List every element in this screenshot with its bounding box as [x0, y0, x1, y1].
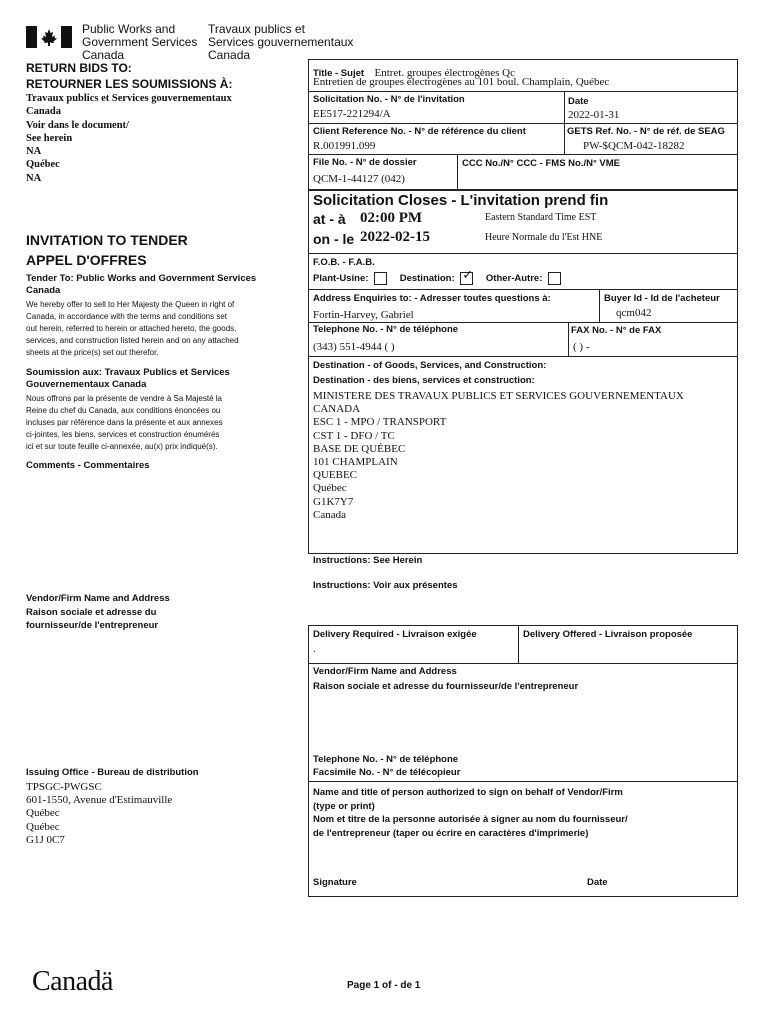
destination-goods-label-en: Destination - of Goods, Services, and Construction: — [313, 360, 547, 371]
vendor-telephone-label: Telephone No. - N° de téléphone — [313, 754, 459, 765]
destination-checkbox[interactable] — [460, 272, 473, 285]
other-autre-checkbox[interactable] — [548, 272, 561, 285]
delivery-offered-label: Delivery Offered - Livraison proposée — [523, 629, 693, 640]
tender-text: We hereby offer to sell to Her Majesty the Queen in right of Canada, in accordance with the terms and conditions set out herein, referred to herein or attached hereto, the goods, services, and construction listed herein and on any attached sheets at the price(s) set out therefor. — [26, 300, 239, 357]
page-number: Page 1 of - de 1 — [347, 980, 421, 991]
telephone-value: (343) 551-4944 ( ) — [313, 341, 395, 353]
return-bids-title-fr: RETOURNER LES SOUMISSIONS À: — [26, 77, 233, 91]
client-ref-value: R.001991.099 — [313, 140, 376, 152]
vendor-left-label: Vendor/Firm Name and Address Raison sociale et adresse du fournisseur/de l'entrepreneur — [26, 593, 170, 631]
address-enquiries-label: Address Enquiries to: - Adresser toutes questions à: — [313, 293, 551, 304]
canada-flag-icon — [26, 26, 72, 48]
timezone-fr: Heure Normale du l'Est HNE — [485, 232, 603, 243]
closes-date: 2022-02-15 — [360, 229, 430, 245]
vendor-fax-label: Facsimile No. - N° de télécopieur — [313, 767, 461, 778]
telephone-label: Telephone No. - N° de téléphone — [313, 324, 459, 335]
issuing-office-address: TPSGC-PWGSC 601-1550, Avenue d'Estimauville Québec Québec G1J 0C7 — [26, 781, 173, 846]
buyer-id-label: Buyer Id - Id de l'acheteur — [604, 293, 720, 304]
vendor-name-label-fr: Raison sociale et adresse du fournisseur/de l'entrepreneur — [313, 681, 579, 692]
return-bids-address: Travaux publics et Services gouvernementaux Canada Voir dans le document/ See herein NA Québec NA — [26, 93, 232, 184]
fax-label: FAX No. - N° de FAX — [571, 325, 662, 336]
solicitation-no-value: EE517-221294/A — [313, 108, 391, 120]
issuing-office-label: Issuing Office - Bureau de distribution — [26, 767, 199, 778]
instructions-fr: Instructions: Voir aux présentes — [313, 580, 458, 591]
other-autre-label: Other-Autre: — [485, 273, 543, 285]
date-value: 2022-01-31 — [568, 109, 620, 121]
address-enquiries-value: Fortin-Harvey, Gabriel — [313, 309, 414, 321]
delivery-required-value: . — [313, 643, 316, 655]
closes-at-label: at - à — [313, 211, 346, 227]
timezone-en: Eastern Standard Time EST — [485, 212, 597, 223]
delivery-required-label: Delivery Required - Livraison exigée — [313, 629, 477, 640]
title-value-2: Entretien de groupes électrogènes au 101 boul. Champlain, Québec — [313, 76, 610, 88]
signature-date-label: Date — [587, 877, 608, 888]
canada-wordmark: Canadä — [32, 966, 113, 997]
title-value: Entret. groupes électrogènes Qc — [374, 67, 515, 79]
department-name-en: Public Works and Government Services Canada — [82, 22, 198, 62]
file-no-value: QCM-1-44127 (042) — [313, 173, 405, 185]
gets-ref-label: GETS Ref. No. - N° de réf. de SEAG — [567, 126, 725, 137]
solicitation-no-label: Solicitation No. - N° de l'invitation — [313, 94, 465, 105]
file-no-label: File No. - N° de dossier — [313, 157, 417, 168]
soumission-aux: Soumission aux: Travaux Publics et Services Gouvernementaux Canada — [26, 367, 230, 390]
authorized-person-label: Name and title of person authorized to sign on behalf of Vendor/Firm (type or print) Nom et titre de la personne autorisée à signer au nom du fournisseur/ de l'entrepreneur (taper ou écrire en caractères d'imprimerie) — [313, 787, 628, 839]
instructions-en: Instructions: See Herein — [313, 555, 423, 566]
vendor-name-label-en: Vendor/Firm Name and Address — [313, 666, 457, 677]
vendor-name-field[interactable] — [313, 696, 733, 748]
gets-ref-value: PW-$QCM-042-18282 — [583, 140, 685, 152]
department-name-fr: Travaux publics et Services gouvernementaux Canada — [208, 22, 354, 62]
soumission-text: Nous offrons par la présente de vendre à Sa Majesté la Reine du chef du Canada, aux conditions énoncées ou incluses par référence dans la présente et aux annexes ci-jointes, les biens, services et construction énumérés ici et sur toute feuille ci-annexée, au(x) prix indiqué(s). — [26, 394, 223, 451]
closes-time: 02:00 PM — [360, 210, 423, 226]
ccc-label: CCC No./N° CCC - FMS No./N° VME — [462, 158, 621, 169]
plant-usine-label: Plant-Usine: — [313, 273, 369, 285]
signature-label: Signature — [313, 877, 357, 888]
tender-to: Tender To: Public Works and Government Services Canada — [26, 273, 257, 296]
return-bids-title-en: RETURN BIDS TO: — [26, 61, 132, 75]
comments-label: Comments - Commentaires — [26, 460, 150, 471]
plant-usine-checkbox[interactable] — [374, 272, 387, 285]
fax-value: ( ) - — [573, 341, 590, 353]
destination-address: MINISTERE DES TRAVAUX PUBLICS ET SERVICES GOUVERNEMENTAUX CANADA ESC 1 - MPO / TRANSPORT CST 1 - DFO / TC BASE DE QUÉBEC 101 CHAMPLAIN QUEBEC Québec G1K7Y7 Canada — [313, 390, 684, 521]
client-ref-label: Client Reference No. - N° de référence du client — [313, 126, 526, 137]
authorized-person-field[interactable] — [313, 842, 733, 872]
solicitation-closes-title: Solicitation Closes - L'invitation prend fin — [313, 192, 609, 209]
fob-options — [313, 272, 561, 285]
buyer-id-value: qcm042 — [616, 307, 652, 319]
destination-label: Destination: — [399, 273, 455, 285]
fob-label: F.O.B. - F.A.B. — [313, 257, 375, 268]
closes-on-label: on - le — [313, 231, 355, 247]
destination-goods-label-fr: Destination - des biens, services et construction: — [313, 375, 535, 386]
title-label: Title - Sujet — [313, 68, 365, 79]
invitation-title-fr: APPEL D'OFFRES — [26, 252, 147, 268]
invitation-title-en: INVITATION TO TENDER — [26, 232, 188, 248]
date-label: Date — [568, 96, 589, 107]
